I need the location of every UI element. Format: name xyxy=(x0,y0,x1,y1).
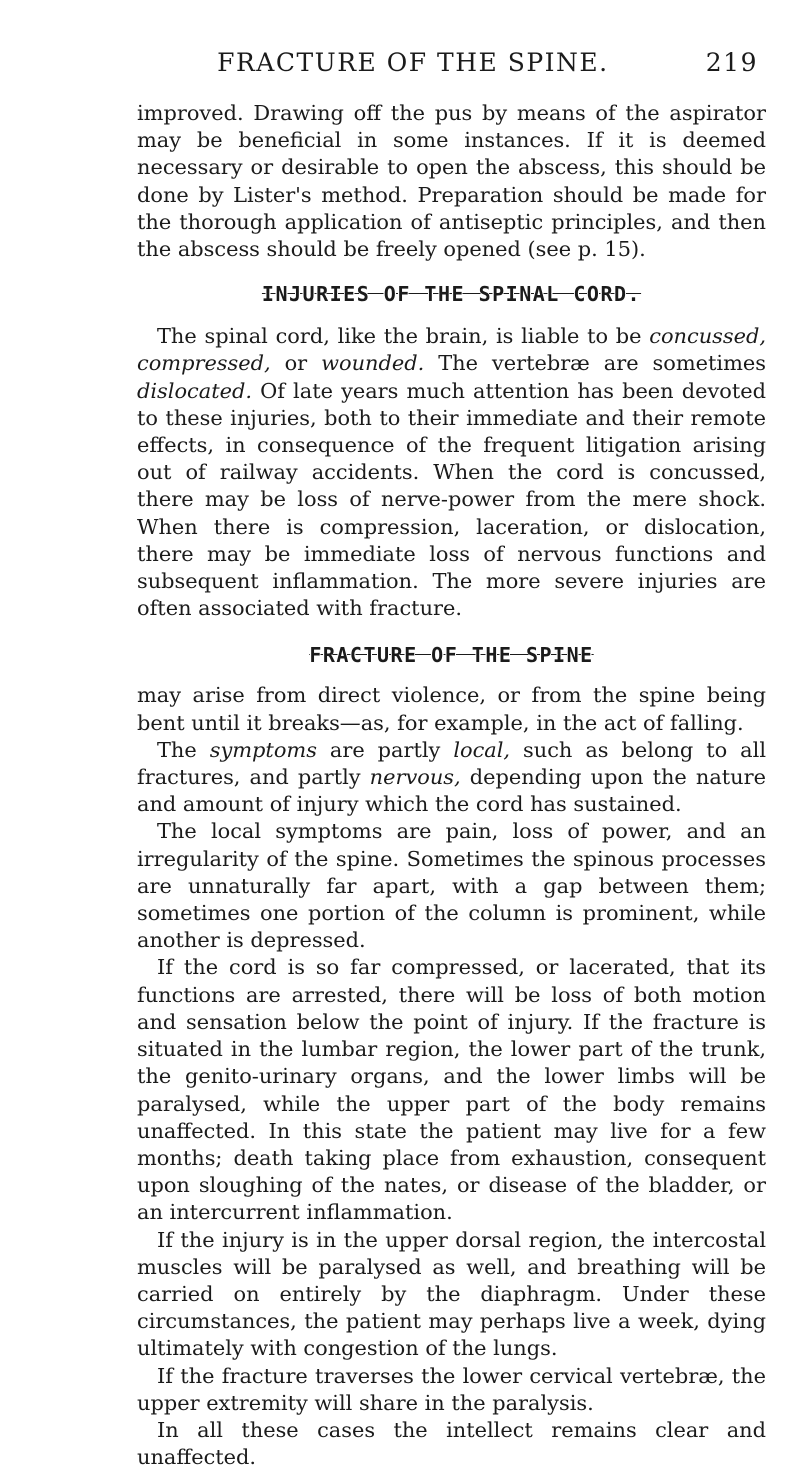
body-text xyxy=(137,100,766,1471)
text-run: The vertebræ are sometimes xyxy=(424,351,766,376)
text-run: The spinal cord, like the brain, is liable to be xyxy=(157,324,650,349)
paragraph-local-symptoms: The local symptoms are pain, loss of power, and an irregularity of the spine. Sometimes the spinous processes are unnaturally far apart, with a gap between them; sometimes one portion of the column is prominent, while another is depressed. xyxy=(137,819,766,953)
text-run: such as belong to all fractures, and partly xyxy=(137,737,766,790)
text-run: depending upon the nature and amount of injury which the cord has sustained. xyxy=(137,765,766,817)
paragraph-symptoms xyxy=(137,737,766,819)
paragraph-cervical: If the fracture traverses the lower cervical vertebræ, the upper extremity will share in the paralysis. xyxy=(137,1363,766,1415)
running-title: FRACTURE OF THE SPINE. xyxy=(217,48,609,77)
italic-run: dislocated. xyxy=(137,378,252,403)
paragraph-continued: improved. Drawing off the pus by means of the aspirator may be beneficial in some instances. If it is deemed necessary or desirable to open the abscess, this should be done by Lister's method. Preparation should be made for the thorough application of antiseptic principles, and then the abscess should be freely opened (see p. 15). xyxy=(137,101,766,262)
text-run: or xyxy=(270,351,322,376)
paragraph-fracture-causes: may arise from direct violence, or from the spine being bent until it breaks—as, for example, in the act of falling. xyxy=(137,683,766,735)
page-number: 219 xyxy=(705,48,758,77)
text-run: The xyxy=(157,737,210,762)
text-run: are partly xyxy=(316,737,454,762)
paragraph-lumbar: If the cord is so far compressed, or lacerated, that its functions are arrested, there will be loss of both motion and sensation below the point of injury. If the fracture is situated in the lumbar region, the lower part of the trunk, the genito-urinary organs, and the lower limbs will be paralysed, while the upper part of the body remains unaffected. In this state the patient may live for a few months; death taking place from exhaustion, consequent upon sloughing of the nates, or disease of the bladder, or an intercurrent inflammation. xyxy=(137,955,766,1225)
section-heading-fracture: FRACTURE OF THE SPINE xyxy=(309,643,594,668)
italic-run: local, xyxy=(453,737,511,762)
paragraph-intellect: In all these cases the intellect remains clear and unaffected. xyxy=(137,1417,766,1470)
italic-run: symptoms xyxy=(209,737,317,762)
section-heading-spinal-cord: INJURIES OF THE SPINAL CORD. xyxy=(261,282,642,307)
italic-run: concussed, compressed, xyxy=(137,324,766,376)
italic-run: nervous, xyxy=(369,765,461,790)
paragraph-spinal-cord-injuries xyxy=(137,323,766,622)
running-header xyxy=(130,48,758,77)
paragraph-dorsal: If the injury is in the upper dorsal region, the intercostal muscles will be paralysed as well, and breathing will be carried on entirely by the diaphragm. Under these circumstances, the patient may perhaps live a week, dying ultimately with congestion of the lungs. xyxy=(137,1227,766,1361)
italic-run: wounded. xyxy=(321,351,425,376)
text-run: Of late years much attention has been devoted to these injuries, both to their immediate and their remote effects, in consequence of the frequent litigation arising out of railway accidents. When the cord is concussed, there may be loss of nerve-power from the mere shock. When there is compression, laceration, or dislocation, there may be immediate loss of nervous functions and subsequent inflammation. The more severe injuries are often associated with fracture. xyxy=(137,378,766,621)
